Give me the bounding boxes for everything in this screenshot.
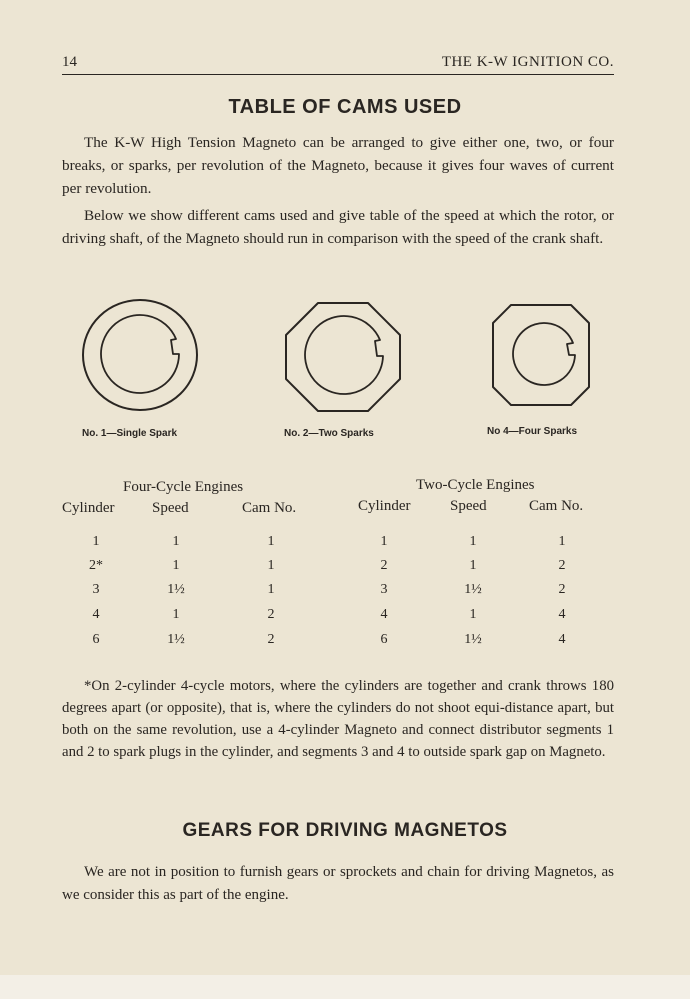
table-cell: 1 [558, 534, 566, 549]
table-cell: 1 [267, 534, 275, 549]
cam-caption-1: No. 1—Single Spark [82, 428, 178, 439]
table-cell: 4 [92, 607, 100, 622]
table-cell: 1½ [464, 632, 482, 647]
table-cell: 2* [89, 558, 103, 573]
table-cell: 2 [558, 582, 566, 597]
table-cell: 1 [469, 534, 477, 549]
four-cycle-col-speed: Speed [152, 500, 189, 516]
page-number: 14 [62, 54, 77, 70]
page-header [62, 52, 614, 75]
table-cell: 3 [92, 582, 100, 597]
table-cell: 1 [380, 534, 388, 549]
cam-four-sparks-diagram [491, 303, 591, 407]
table-cell: 4 [558, 632, 566, 647]
speed-paragraph: Below we show different cams used and give table of the speed at which the rotor, or driving shaft, of the Magneto should run in comparison with the speed of the crank shaft. [62, 207, 614, 247]
gears-paragraph: We are not in position to furnish gears or sprockets and chain for driving Magnetos, as we consider this as part of the engine. [62, 864, 614, 903]
two-cycle-col-cam: Cam No. [529, 498, 584, 514]
two-cycle-col-cylinder: Cylinder [358, 498, 411, 514]
table-cell: 1½ [464, 582, 482, 597]
intro-paragraph: The K-W High Tension Magneto can be arranged to give either one, two, or four breaks, or sparks, per revolution of the Magneto, because it gives four waves of current per revolution. [62, 134, 614, 197]
cam-caption-4: No 4—Four Sparks [487, 426, 578, 437]
table-cell: 4 [558, 607, 566, 622]
table-cell: 2 [267, 632, 275, 647]
page-title: TABLE OF CAMS USED [228, 96, 462, 118]
table-cell: 6 [380, 632, 388, 647]
table-cell: 1 [469, 607, 477, 622]
cam-single-spark-diagram [80, 298, 200, 414]
table-cell: 2 [380, 558, 388, 573]
cam-caption-2: No. 2—Two Sparks [284, 428, 374, 439]
two-cycle-heading: Two-Cycle Engines [416, 477, 535, 493]
table-cell: 2 [267, 607, 275, 622]
table-cell: 1 [469, 558, 477, 573]
footnote-paragraph: *On 2-cylinder 4-cycle motors, where the cylinders are together and crank throws 180 degrees apart (or opposite), that is, where the cylinders do not shoot equi-distance apart, but both on the same revolution, use a 4-cylinder Magneto and connect distributor segments 1 and 2 to spark plugs in the cylinder, and segments 3 and 4 to outside spark gap on Magneto. [62, 678, 614, 760]
four-cycle-col-cam: Cam No. [242, 500, 297, 516]
table-cell: 1 [172, 607, 180, 622]
cam-two-sparks-diagram [283, 300, 403, 414]
table-cell: 1 [172, 558, 180, 573]
table-cell: 2 [558, 558, 566, 573]
table-cell: 1½ [167, 632, 185, 647]
table-cell: 3 [380, 582, 388, 597]
page-bottom-edge [0, 975, 690, 999]
section-title-gears: GEARS FOR DRIVING MAGNETOS [182, 820, 508, 841]
table-cell: 4 [380, 607, 388, 622]
table-cell: 1 [267, 582, 275, 597]
table-cell: 1 [92, 534, 100, 549]
table-cell: 1 [172, 534, 180, 549]
table-cell: 1½ [167, 582, 185, 597]
four-cycle-heading: Four-Cycle Engines [123, 479, 244, 495]
four-cycle-col-cylinder: Cylinder [62, 500, 115, 516]
running-head: THE K-W IGNITION CO. [441, 54, 614, 70]
table-cell: 1 [267, 558, 275, 573]
two-cycle-col-speed: Speed [450, 498, 487, 514]
table-cell: 6 [92, 632, 100, 647]
